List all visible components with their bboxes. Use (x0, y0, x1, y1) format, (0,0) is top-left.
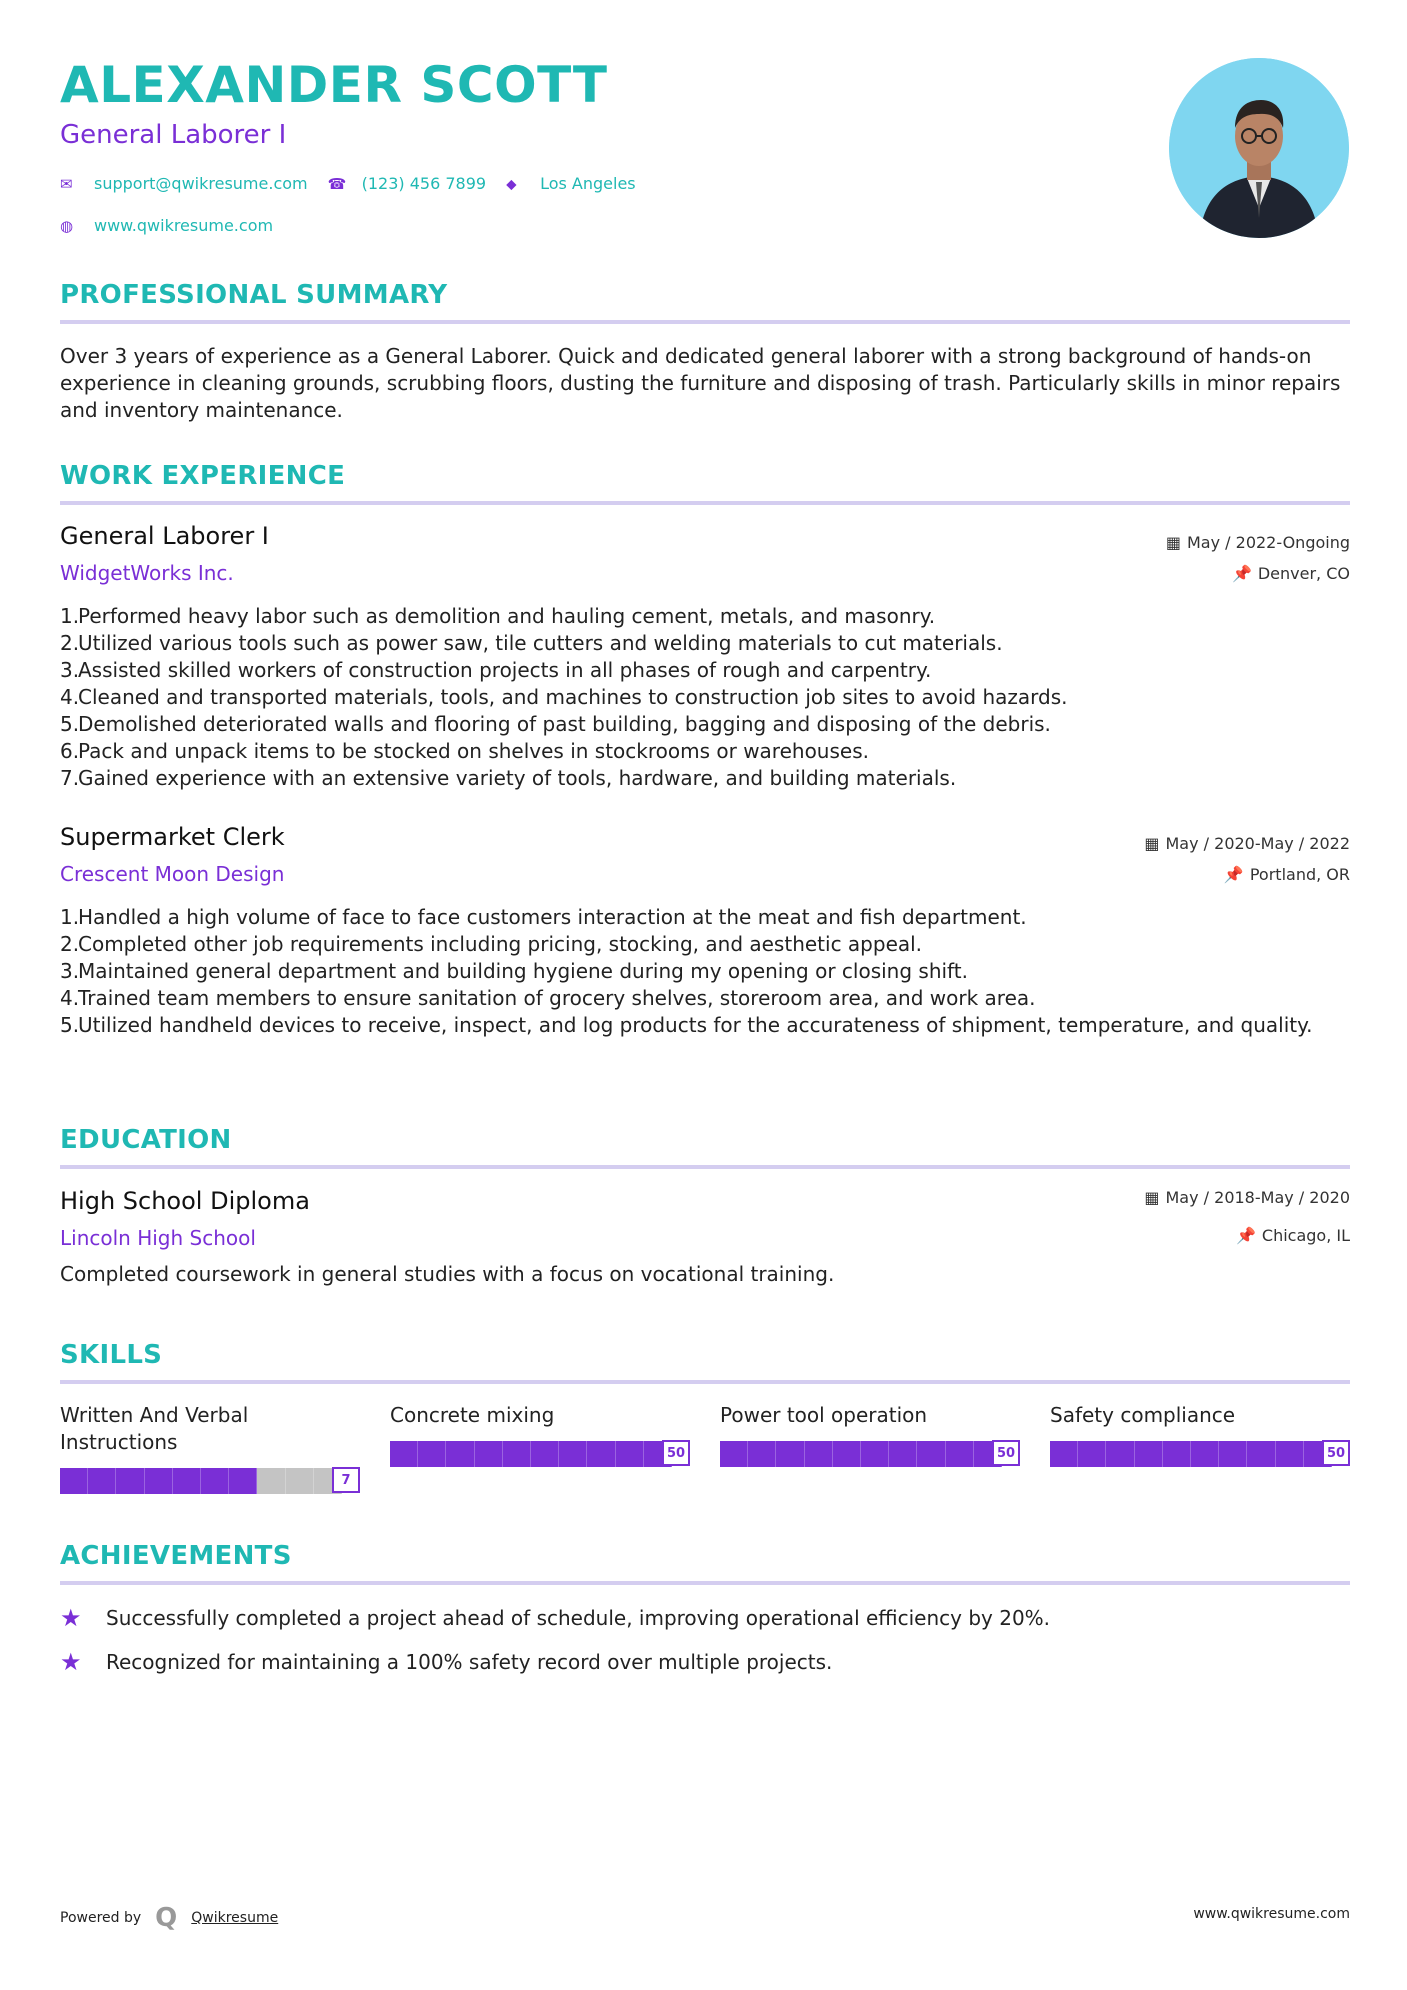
skill-bar-segment (889, 1441, 917, 1467)
skill-bar-segment (861, 1441, 889, 1467)
footer-powered-by (60, 1903, 278, 1933)
skill-item (60, 1402, 360, 1488)
map-pin-icon: ⬥ (506, 174, 517, 193)
education-description: Completed coursework in general studies with a focus on vocational training. (60, 1262, 835, 1286)
pin-icon: 📌 (1235, 1226, 1256, 1245)
section-divider (60, 501, 1350, 505)
skill-bar-segment (418, 1441, 446, 1467)
email-link[interactable]: support@qwikresume.com (94, 174, 308, 193)
skill-bar-segment (917, 1441, 945, 1467)
skill-value: 50 (1322, 1440, 1350, 1466)
brand-link[interactable]: Qwikresume (191, 1910, 279, 1926)
skill-bar-segment (390, 1441, 418, 1467)
phone-icon: ☎ (327, 174, 347, 193)
skill-bar-segment (587, 1441, 615, 1467)
list-item: 7. Gained experience with an extensive variety of tools, hardware, and building materials. (60, 766, 957, 790)
candidate-title: General Laborer I (60, 120, 287, 150)
list-item: 2. Completed other job requirements including pricing, stocking, and aesthetic appeal. (60, 932, 923, 956)
list-item: 2. Utilized various tools such as power saw, tile cutters and welding materials to cut materials. (60, 631, 1003, 655)
achievement-item (60, 1604, 1050, 1632)
skill-bar-segment (60, 1468, 88, 1494)
skill-bar (60, 1468, 360, 1494)
skill-bar-segment (475, 1441, 503, 1467)
skill-bar-segment (88, 1468, 116, 1494)
skill-bar-segment (201, 1468, 229, 1494)
list-item: 5. Utilized handheld devices to receive, inspect, and log products for the accurateness of shipment, temperature, and quality. (60, 1013, 1313, 1037)
job-location (1224, 865, 1350, 884)
pin-icon: 📌 (1223, 865, 1244, 884)
skill-bar-segment (833, 1441, 861, 1467)
resume-page (60, 0, 1350, 1990)
skill-bar-segment (446, 1441, 474, 1467)
skill-bar-segment (720, 1441, 748, 1467)
skill-item (720, 1402, 1020, 1461)
calendar-icon: ▦ (1144, 834, 1160, 853)
skill-bar (720, 1441, 1020, 1467)
skill-label: Safety compliance (1050, 1403, 1236, 1427)
section-divider (60, 320, 1350, 324)
job-location (1232, 564, 1350, 583)
skill-bar-segment (1135, 1441, 1163, 1467)
section-title-summary: PROFESSIONAL SUMMARY (60, 280, 448, 310)
skill-bar-segment (286, 1468, 314, 1494)
skill-bar-segment (1191, 1441, 1219, 1467)
list-item: 1. Performed heavy labor such as demolition and hauling cement, metals, and masonry. (60, 604, 936, 628)
envelope-icon: ✉ (60, 174, 73, 193)
job-dates (1166, 533, 1350, 552)
section-title-education: EDUCATION (60, 1125, 232, 1155)
company-name: WidgetWorks Inc. (60, 561, 234, 585)
skill-label: Written And Verbal Instructions (60, 1403, 249, 1454)
calendar-icon: ▦ (1165, 533, 1181, 552)
skill-bar-segment (1050, 1441, 1078, 1467)
skill-label: Concrete mixing (390, 1403, 555, 1427)
pin-icon: 📌 (1231, 564, 1252, 583)
qwikresume-logo-icon: Q (155, 1903, 178, 1933)
skill-bar-segment (257, 1468, 285, 1494)
list-item: 4. Cleaned and transported materials, tools, and machines to construction job sites to avoid hazards. (60, 685, 1068, 709)
job-title: Supermarket Clerk (60, 823, 285, 851)
skill-bar-segment (1078, 1441, 1106, 1467)
skill-bar-segment (776, 1441, 804, 1467)
job-duties-list (60, 603, 1350, 792)
section-divider (60, 1581, 1350, 1585)
achievement-text: Recognized for maintaining a 100% safety record over multiple projects. (106, 1650, 833, 1674)
phone-text: (123) 456 7899 (361, 174, 487, 193)
job-dates (1144, 834, 1350, 853)
skill-bar-segment (229, 1468, 257, 1494)
calendar-icon: ▦ (1144, 1188, 1160, 1207)
skill-value: 50 (662, 1440, 690, 1466)
skill-bar-segment (748, 1441, 776, 1467)
contact-row-1 (60, 174, 656, 193)
company-name: Crescent Moon Design (60, 862, 285, 886)
skill-bar-segment (116, 1468, 144, 1494)
footer-url[interactable]: www.qwikresume.com (1193, 1906, 1350, 1922)
education-dates (1144, 1188, 1350, 1207)
list-item: 3. Maintained general department and building hygiene during my opening or closing shift. (60, 959, 968, 983)
section-title-skills: SKILLS (60, 1340, 163, 1370)
section-title-achievements: ACHIEVEMENTS (60, 1541, 292, 1571)
skill-bar-segment (145, 1468, 173, 1494)
degree-title: High School Diploma (60, 1187, 310, 1215)
job-location-text: Denver, CO (1257, 564, 1350, 583)
skill-bar-segment (1247, 1441, 1275, 1467)
skill-item (390, 1402, 690, 1461)
skill-bar-segment (946, 1441, 974, 1467)
star-icon: ★ (60, 1604, 82, 1632)
section-title-experience: WORK EXPERIENCE (60, 461, 346, 491)
skill-item (1050, 1402, 1350, 1461)
website-link[interactable]: www.qwikresume.com (94, 216, 274, 235)
list-item: 6. Pack and unpack items to be stocked on shelves in stockrooms or warehouses. (60, 739, 869, 763)
list-item: 4. Trained team members to ensure sanitation of grocery shelves, storeroom area, and work area. (60, 986, 1036, 1010)
achievement-text: Successfully completed a project ahead of schedule, improving operational efficiency by 20%. (106, 1606, 1051, 1630)
skill-value: 7 (332, 1467, 360, 1493)
skill-bar-segment (531, 1441, 559, 1467)
education-location-text: Chicago, IL (1261, 1226, 1350, 1245)
skill-bar-segment (616, 1441, 644, 1467)
skill-bar-segment (173, 1468, 201, 1494)
education-dates-text: May / 2018-May / 2020 (1165, 1188, 1350, 1207)
education-location (1236, 1226, 1350, 1245)
skill-bar (390, 1441, 690, 1467)
skill-bar (1050, 1441, 1350, 1467)
list-item: 3. Assisted skilled workers of construction projects in all phases of rough and carpentry. (60, 658, 932, 682)
school-name: Lincoln High School (60, 1226, 256, 1250)
globe-icon: ◍ (60, 216, 74, 235)
section-divider (60, 1165, 1350, 1169)
job-dates-text: May / 2020-May / 2022 (1165, 834, 1350, 853)
skill-bar-segment (1163, 1441, 1191, 1467)
skill-bar-segment (1276, 1441, 1304, 1467)
job-location-text: Portland, OR (1249, 865, 1350, 884)
list-item: 5. Demolished deteriorated walls and flooring of past building, bagging and disposing of the debris. (60, 712, 1051, 736)
achievement-item (60, 1648, 832, 1676)
list-item: 1. Handled a high volume of face to face customers interaction at the meat and fish department. (60, 905, 1027, 929)
skill-bar-segment (503, 1441, 531, 1467)
portrait-image (1169, 58, 1349, 238)
skill-value: 50 (992, 1440, 1020, 1466)
powered-by-label: Powered by (60, 1910, 142, 1926)
avatar (1169, 58, 1349, 238)
skill-bar-segment (559, 1441, 587, 1467)
contact-row-2 (60, 216, 293, 235)
skill-bar-segment (1106, 1441, 1134, 1467)
job-duties-list (60, 904, 1350, 1039)
candidate-name: ALEXANDER SCOTT (60, 56, 608, 114)
section-divider (60, 1380, 1350, 1384)
summary-text: Over 3 years of experience as a General Laborer. Quick and dedicated general laborer with a strong background of hands-on experience in cleaning grounds, scrubbing floors, dusting the furniture and disposing of trash. Particularly skills in minor repairs and inventory maintenance. (60, 344, 1341, 422)
skill-label: Power tool operation (720, 1403, 928, 1427)
skill-bar-segment (1219, 1441, 1247, 1467)
skill-bar-segment (805, 1441, 833, 1467)
location-text: Los Angeles (540, 174, 636, 193)
job-title: General Laborer I (60, 522, 269, 550)
job-dates-text: May / 2022-Ongoing (1187, 533, 1350, 552)
star-icon: ★ (60, 1648, 82, 1676)
